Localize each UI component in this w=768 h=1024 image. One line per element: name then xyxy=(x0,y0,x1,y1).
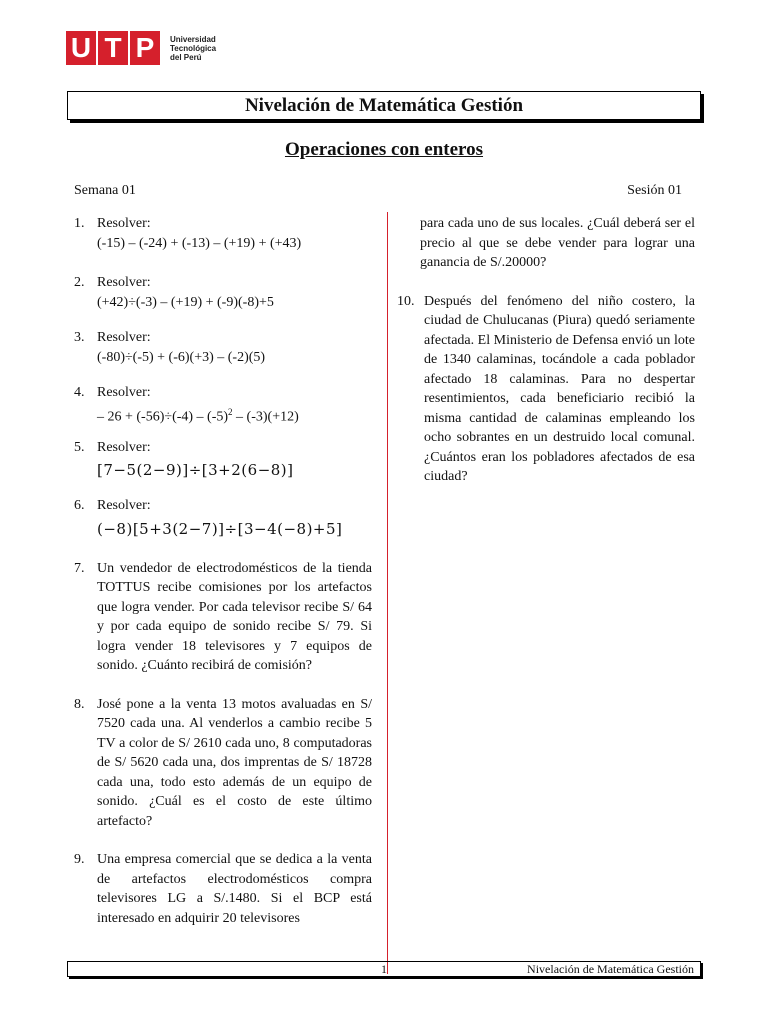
logo-university-name: Universidad Tecnológica del Perú xyxy=(170,34,217,62)
logo-letter-u: U xyxy=(66,31,96,65)
problem-expression: (−8)[5+3(2−7)]÷[3−4(−8)+5] xyxy=(97,519,343,538)
problem-text: Una empresa comercial que se dedica a la venta de artefactos electrodomésticos compra televisores LG a S/.1480. Si el BCP está interesado en adquirir 20 televisores xyxy=(97,852,372,926)
problem-text: José pone a la venta 13 motos avaluadas en S/ 7520 cada una. Al venderlos a cambio recibe 5 TV a color de S/ 2610 cada uno, 8 computadoras de S/ 5620 cada una, dos imprentas de S/ 18728 cada una, todo esto además de un equipo de sonido. ¿Cuál es el costo de este último artefacto? xyxy=(97,696,372,829)
problem-expression: (-80)÷(-5) + (-6)(+3) – (-2)(5) xyxy=(97,349,266,365)
problem-expression: – $26 + (-56)\div(-4) - (-5)^2 - (-3)(+12)$ xyxy=(97,406,299,425)
logo-letter-p: P xyxy=(130,31,160,65)
week-label: Semana 01 xyxy=(74,183,136,198)
document-subtitle: Operaciones con enteros xyxy=(284,139,484,160)
problem-5: 5. Resolver: [7−5(2−9)]÷[3+2(6−8)] xyxy=(74,438,372,483)
problem-2: 2. Resolver: (+42)÷(-3) – (+19) + (-9)(-8)+5 xyxy=(74,273,372,312)
problem-10: 10. Después del fenómeno del niño costero, la ciudad de Chulucanas (Piura) quedó seriamente afectada. El Ministerio de Defensa envió un lote de 1340 calaminas, tocándole a cada poblador afectado 18 calaminas. Para no despertar resentimientos, cada beneficiario recibió la misma cantidad de calaminas empleando los ocho sobrantes en un destruido local comunal. ¿Cuántos eran los pobladores afectados de esa ciudad? xyxy=(397,292,695,487)
right-column xyxy=(397,214,695,487)
problem-4: 4. Resolver: – $26 + (-56)\div(-4) - (-5)^2 - (-3)(+12)$ xyxy=(74,383,372,427)
problem-expression: [7−5(2−9)]÷[3+2(6−8)] xyxy=(97,461,294,480)
problem-text: Un vendedor de electrodomésticos de la tienda TOTTUS recibe comisiones por los artefactos que logra vender. Por cada televisor recibe S/ 64 y por cada equipo de sonido recibe S/ 79. Si logra vender 18 televisores y 7 equipos de sonido. ¿Cuánto recibirá de comisión? xyxy=(97,560,372,674)
problem-8: 8. José pone a la venta 13 motos avaluadas en S/ 7520 cada una. Al venderlos a cambio recibe 5 TV a color de S/ 2610 cada uno, 8 computadoras de S/ 5620 cada una, dos imprentas de S/ 18728 cada una, todo esto además de un equipo de sonido. ¿Cuál es el costo de este último artefacto? xyxy=(74,695,372,832)
problem-9-continuation: para cada uno de sus locales. ¿Cuál deberá ser el precio al que se debe vender para lograr una ganancia de S/.20000? xyxy=(420,216,695,270)
problem-expression: (-15) – (-24) + (-13) – (+19) + (+43) xyxy=(97,235,302,251)
session-label: Sesión 01 xyxy=(627,183,682,198)
problem-1: 1. Resolver: (-15) – (-24) + (-13) – (+19) + (+43) xyxy=(74,214,372,253)
left-column xyxy=(74,214,372,928)
problem-text: Después del fenómeno del niño costero, la ciudad de Chulucanas (Piura) quedó seriamente afectada. El Ministerio de Defensa envió un lote de 1340 calaminas, tocándole a cada poblador afectado 18 calaminas. Para no despertar resentimientos, cada beneficiario recibió la misma cantidad de calaminas empleando los ocho sobrantes en un destruido local comunal. ¿Cuántos eran los pobladores afectados de esa ciudad? xyxy=(424,293,695,484)
page-number: 1 xyxy=(381,962,387,976)
document-title: Nivelación de Matemática Gestión xyxy=(67,91,701,120)
column-divider xyxy=(387,212,388,974)
logo-letter-t: T xyxy=(98,31,128,65)
problem-7: 7. Un vendedor de electrodomésticos de la tienda TOTTUS recibe comisiones por los artefactos que logra vender. Por cada televisor recibe S/ 64 y por cada equipo de sonido recibe S/ 79. Si logra vender 18 televisores y 7 equipos de sonido. ¿Cuánto recibirá de comisión? xyxy=(74,559,372,676)
page-footer xyxy=(67,961,701,977)
problem-6: 6. Resolver: (−8)[5+3(2−7)]÷[3−4(−8)+5] xyxy=(74,496,372,541)
utp-logo xyxy=(66,30,216,66)
footer-title: Nivelación de Matemática Gestión xyxy=(527,962,694,976)
problem-expression: (+42)÷(-3) – (+19) + (-9)(-8)+5 xyxy=(97,294,274,310)
problem-3: 3. Resolver: (-80)÷(-5) + (-6)(+3) – (-2)(5) xyxy=(74,328,372,367)
problem-9: 9. Una empresa comercial que se dedica a la venta de artefactos electrodomésticos compra televisores LG a S/.1480. Si el BCP está interesado en adquirir 20 televisores xyxy=(74,850,372,928)
